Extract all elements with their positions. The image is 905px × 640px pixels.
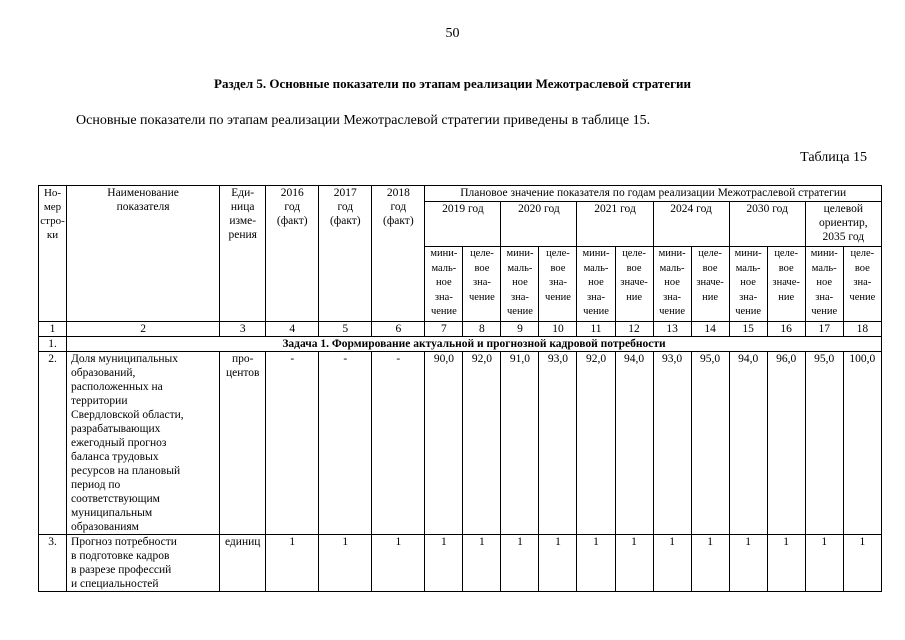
row-number: 2.	[39, 352, 67, 535]
table-row	[39, 535, 882, 592]
value-cell: 94,0	[729, 352, 767, 535]
value-cell: 1	[319, 535, 372, 592]
header-year: 2019 год	[425, 202, 501, 247]
value-cell: 1	[653, 535, 691, 592]
value-cell: -	[266, 352, 319, 535]
column-number: 12	[615, 322, 653, 337]
header-year: 2030 год	[729, 202, 805, 247]
header-indicator-name: Наименование показателя	[67, 186, 220, 322]
task-row-number: 1.	[39, 337, 67, 352]
column-number: 3	[220, 322, 266, 337]
value-cell: -	[372, 352, 425, 535]
value-cell: 1	[843, 535, 881, 592]
header-subvalue: мини- маль- ное зна- чение	[501, 247, 539, 322]
header-year: 2024 год	[653, 202, 729, 247]
header-subvalue: мини- маль- ное зна- чение	[729, 247, 767, 322]
value-cell: 95,0	[691, 352, 729, 535]
value-cell: 93,0	[653, 352, 691, 535]
column-number: 11	[577, 322, 615, 337]
header-2016-fact: 2016 год (факт)	[266, 186, 319, 322]
column-number: 14	[691, 322, 729, 337]
value-cell: 92,0	[577, 352, 615, 535]
header-subvalue: мини- маль- ное зна- чение	[653, 247, 691, 322]
column-number: 4	[266, 322, 319, 337]
header-subvalue: целе- вое значе- ние	[767, 247, 805, 322]
column-number: 7	[425, 322, 463, 337]
header-2018-fact: 2018 год (факт)	[372, 186, 425, 322]
value-cell: 96,0	[767, 352, 805, 535]
header-year: 2021 год	[577, 202, 653, 247]
header-subvalue: целе- вое зна- чение	[463, 247, 501, 322]
row-number: 3.	[39, 535, 67, 592]
header-year: 2020 год	[501, 202, 577, 247]
column-number: 16	[767, 322, 805, 337]
column-number: 13	[653, 322, 691, 337]
section-title: Раздел 5. Основные показатели по этапам реализации Межотраслевой стратегии	[214, 76, 691, 91]
header-subvalue: целе- вое зна- чение	[539, 247, 577, 322]
header-subvalue: мини- маль- ное зна- чение	[425, 247, 463, 322]
value-cell: 1	[615, 535, 653, 592]
value-cell: 1	[767, 535, 805, 592]
value-cell: 1	[805, 535, 843, 592]
header-row-number: Но- мер стро- ки	[39, 186, 67, 322]
indicator-name: Доля муниципальных образований, расположенных на территории Свердловской области, разрабатывающих ежегодный прогноз баланса трудовых ресурсов на плановый период по соответствующим муниципальным образованиям	[67, 352, 220, 535]
unit-cell: про- центов	[220, 352, 266, 535]
value-cell: 92,0	[463, 352, 501, 535]
value-cell: 94,0	[615, 352, 653, 535]
header-planned-values: Плановое значение показателя по годам реализации Межотраслевой стратегии	[425, 186, 882, 202]
column-number: 10	[539, 322, 577, 337]
table-label: Таблица 15	[800, 150, 867, 165]
intro-paragraph: Основные показатели по этапам реализации Межотраслевой стратегии приведены в таблице 15.	[76, 113, 651, 128]
value-cell: 91,0	[501, 352, 539, 535]
header-subvalue: мини- маль- ное зна- чение	[577, 247, 615, 322]
indicators-table	[38, 185, 882, 592]
page-number: 50	[445, 26, 460, 41]
column-number: 1	[39, 322, 67, 337]
value-cell: 93,0	[539, 352, 577, 535]
value-cell: 1	[425, 535, 463, 592]
value-cell: 1	[501, 535, 539, 592]
header-year: целевой ориентир, 2035 год	[805, 202, 881, 247]
task-row-title: Задача 1. Формирование актуальной и прогнозной кадровой потребности	[67, 337, 882, 352]
value-cell: 100,0	[843, 352, 881, 535]
unit-cell: единиц	[220, 535, 266, 592]
column-number: 9	[501, 322, 539, 337]
column-number: 18	[843, 322, 881, 337]
header-unit: Еди- ница изме- рения	[220, 186, 266, 322]
header-2017-fact: 2017 год (факт)	[319, 186, 372, 322]
value-cell: 95,0	[805, 352, 843, 535]
indicator-name: Прогноз потребности в подготовке кадров в разрезе профессий и специальностей	[67, 535, 220, 592]
header-subvalue: целе- вое значе- ние	[615, 247, 653, 322]
header-subvalue: целе- вое зна- чение	[843, 247, 881, 322]
value-cell: 1	[691, 535, 729, 592]
column-number: 2	[67, 322, 220, 337]
value-cell: 1	[729, 535, 767, 592]
header-subvalue: целе- вое значе- ние	[691, 247, 729, 322]
value-cell: 1	[372, 535, 425, 592]
header-subvalue: мини- маль- ное зна- чение	[805, 247, 843, 322]
value-cell: 1	[577, 535, 615, 592]
value-cell: 90,0	[425, 352, 463, 535]
column-number: 5	[319, 322, 372, 337]
value-cell: -	[319, 352, 372, 535]
value-cell: 1	[539, 535, 577, 592]
table-row	[39, 352, 882, 535]
column-number: 6	[372, 322, 425, 337]
value-cell: 1	[463, 535, 501, 592]
column-number: 17	[805, 322, 843, 337]
column-number: 8	[463, 322, 501, 337]
value-cell: 1	[266, 535, 319, 592]
column-number: 15	[729, 322, 767, 337]
